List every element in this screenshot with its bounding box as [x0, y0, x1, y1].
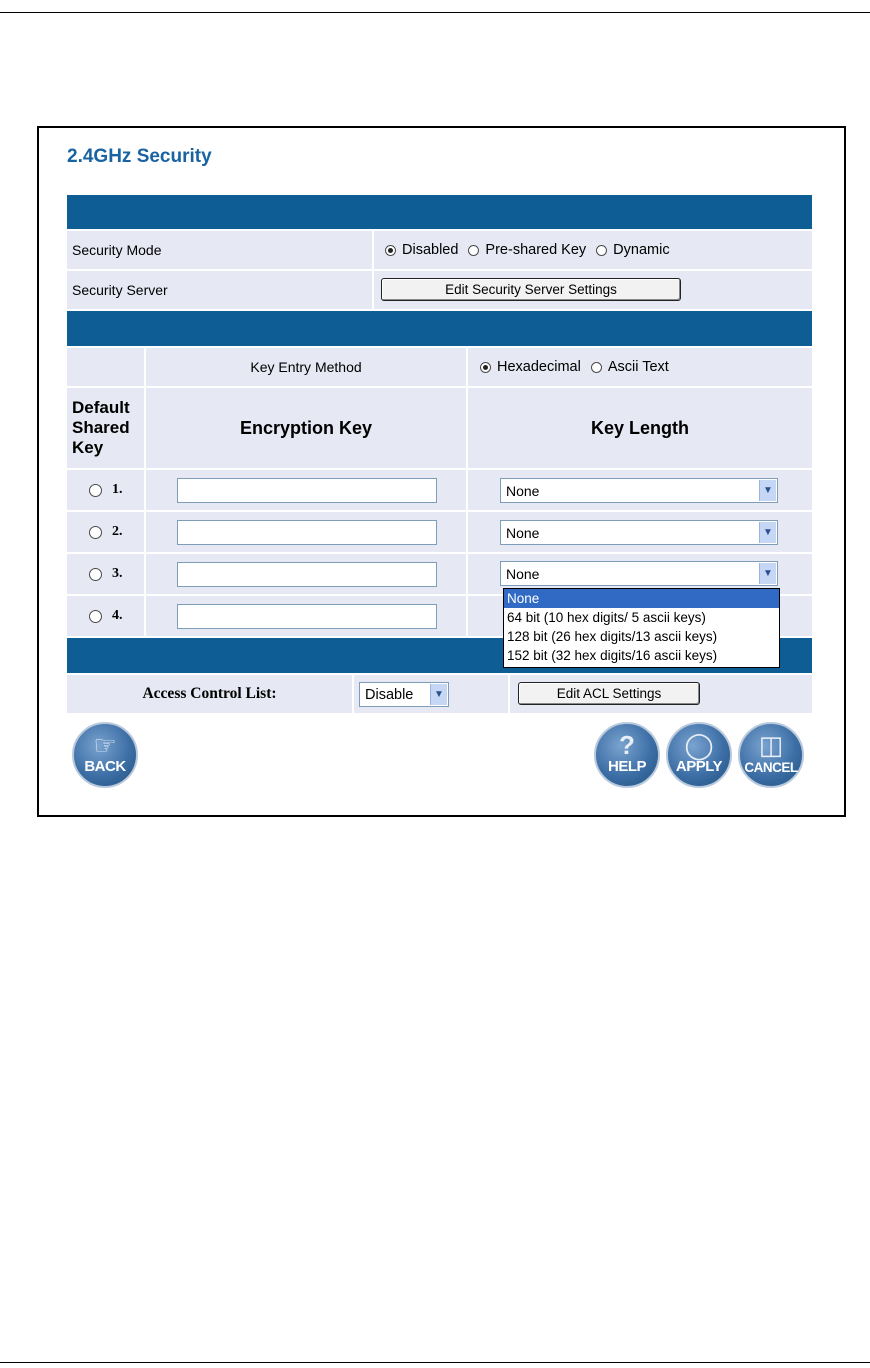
default-key-radio-icon[interactable] — [89, 526, 102, 539]
default-key-radio-icon[interactable] — [89, 568, 102, 581]
screenshot-frame — [37, 126, 846, 817]
security-mode-preshared[interactable]: Pre-shared Key — [468, 242, 586, 258]
security-mode-options — [385, 231, 805, 269]
encryption-key-4-input[interactable] — [177, 604, 437, 629]
access-control-label: Access Control List: — [142, 685, 277, 702]
dropdown-option-128bit[interactable]: 128 bit (26 hex digits/13 ascii keys) — [507, 629, 718, 644]
key-length-3-select[interactable]: None ▼ — [500, 561, 778, 586]
header-bar-wep — [67, 311, 812, 346]
page-title: 2.4GHz Security — [67, 146, 212, 167]
radio-icon[interactable] — [591, 362, 602, 373]
cancel-button[interactable]: ◫ CANCEL — [738, 722, 804, 788]
key-row-1 — [67, 470, 812, 510]
chevron-down-icon[interactable]: ▼ — [430, 684, 447, 705]
back-button[interactable]: ☞ BACK — [72, 722, 138, 788]
default-shared-key-header: Default Shared Key — [72, 398, 130, 457]
chevron-down-icon[interactable]: ▼ — [759, 563, 776, 584]
radio-icon[interactable] — [385, 245, 396, 256]
top-rule — [0, 12, 870, 13]
edit-acl-settings-button[interactable]: Edit ACL Settings — [518, 682, 700, 705]
bottom-rule — [0, 1362, 870, 1363]
radio-icon[interactable] — [480, 362, 491, 373]
security-mode-row — [67, 231, 812, 269]
security-mode-dynamic[interactable]: Dynamic — [596, 242, 669, 258]
entry-ascii[interactable]: Ascii Text — [591, 359, 669, 375]
key-table-header-row — [67, 388, 812, 468]
key-1-default: 1. — [89, 470, 144, 510]
default-key-radio-icon[interactable] — [89, 610, 102, 623]
dropdown-option-64bit[interactable]: 64 bit (10 hex digits/ 5 ascii keys) — [507, 610, 706, 625]
key-length-dropdown-list — [503, 588, 780, 668]
header-bar-security — [67, 195, 812, 229]
key-3-default: 3. — [89, 554, 144, 594]
help-button[interactable]: ? HELP — [594, 722, 660, 788]
security-server-label: Security Server — [72, 282, 168, 298]
chevron-down-icon[interactable]: ▼ — [759, 522, 776, 543]
radio-icon[interactable] — [596, 245, 607, 256]
encryption-key-header: Encryption Key — [239, 417, 373, 438]
apply-button[interactable]: ◯ APPLY — [666, 722, 732, 788]
question-mark-icon: ? — [619, 730, 635, 760]
security-mode-disabled[interactable]: Disabled — [385, 242, 458, 258]
radio-icon[interactable] — [468, 245, 479, 256]
key-entry-method-row — [67, 348, 812, 386]
security-mode-label: Security Mode — [72, 242, 162, 258]
access-control-select[interactable]: Disable ▼ — [359, 682, 449, 707]
key-entry-options — [480, 348, 800, 386]
edit-security-server-button[interactable]: Edit Security Server Settings — [381, 278, 681, 301]
chevron-down-icon[interactable]: ▼ — [759, 480, 776, 501]
key-entry-method-label: Key Entry Method — [250, 359, 362, 375]
encryption-key-3-input[interactable] — [177, 562, 437, 587]
dropdown-option-152bit[interactable]: 152 bit (32 hex digits/16 ascii keys) — [507, 648, 718, 663]
security-server-row — [67, 271, 812, 309]
encryption-key-1-input[interactable] — [177, 478, 437, 503]
key-length-2-select[interactable]: None ▼ — [500, 520, 778, 545]
mouse-icon: ◯ — [684, 730, 714, 760]
dropdown-option-none[interactable]: None — [504, 589, 779, 608]
entry-hexadecimal[interactable]: Hexadecimal — [480, 359, 581, 375]
key-length-1-select[interactable]: None ▼ — [500, 478, 778, 503]
hand-pointing-icon: ☞ — [93, 730, 117, 760]
encryption-key-2-input[interactable] — [177, 520, 437, 545]
access-control-row — [67, 675, 812, 713]
key-length-header: Key Length — [590, 417, 689, 438]
key-row-2 — [67, 512, 812, 552]
key-2-default: 2. — [89, 512, 144, 552]
trash-bin-icon: ◫ — [758, 730, 784, 760]
key-4-default: 4. — [89, 596, 144, 636]
default-key-radio-icon[interactable] — [89, 484, 102, 497]
